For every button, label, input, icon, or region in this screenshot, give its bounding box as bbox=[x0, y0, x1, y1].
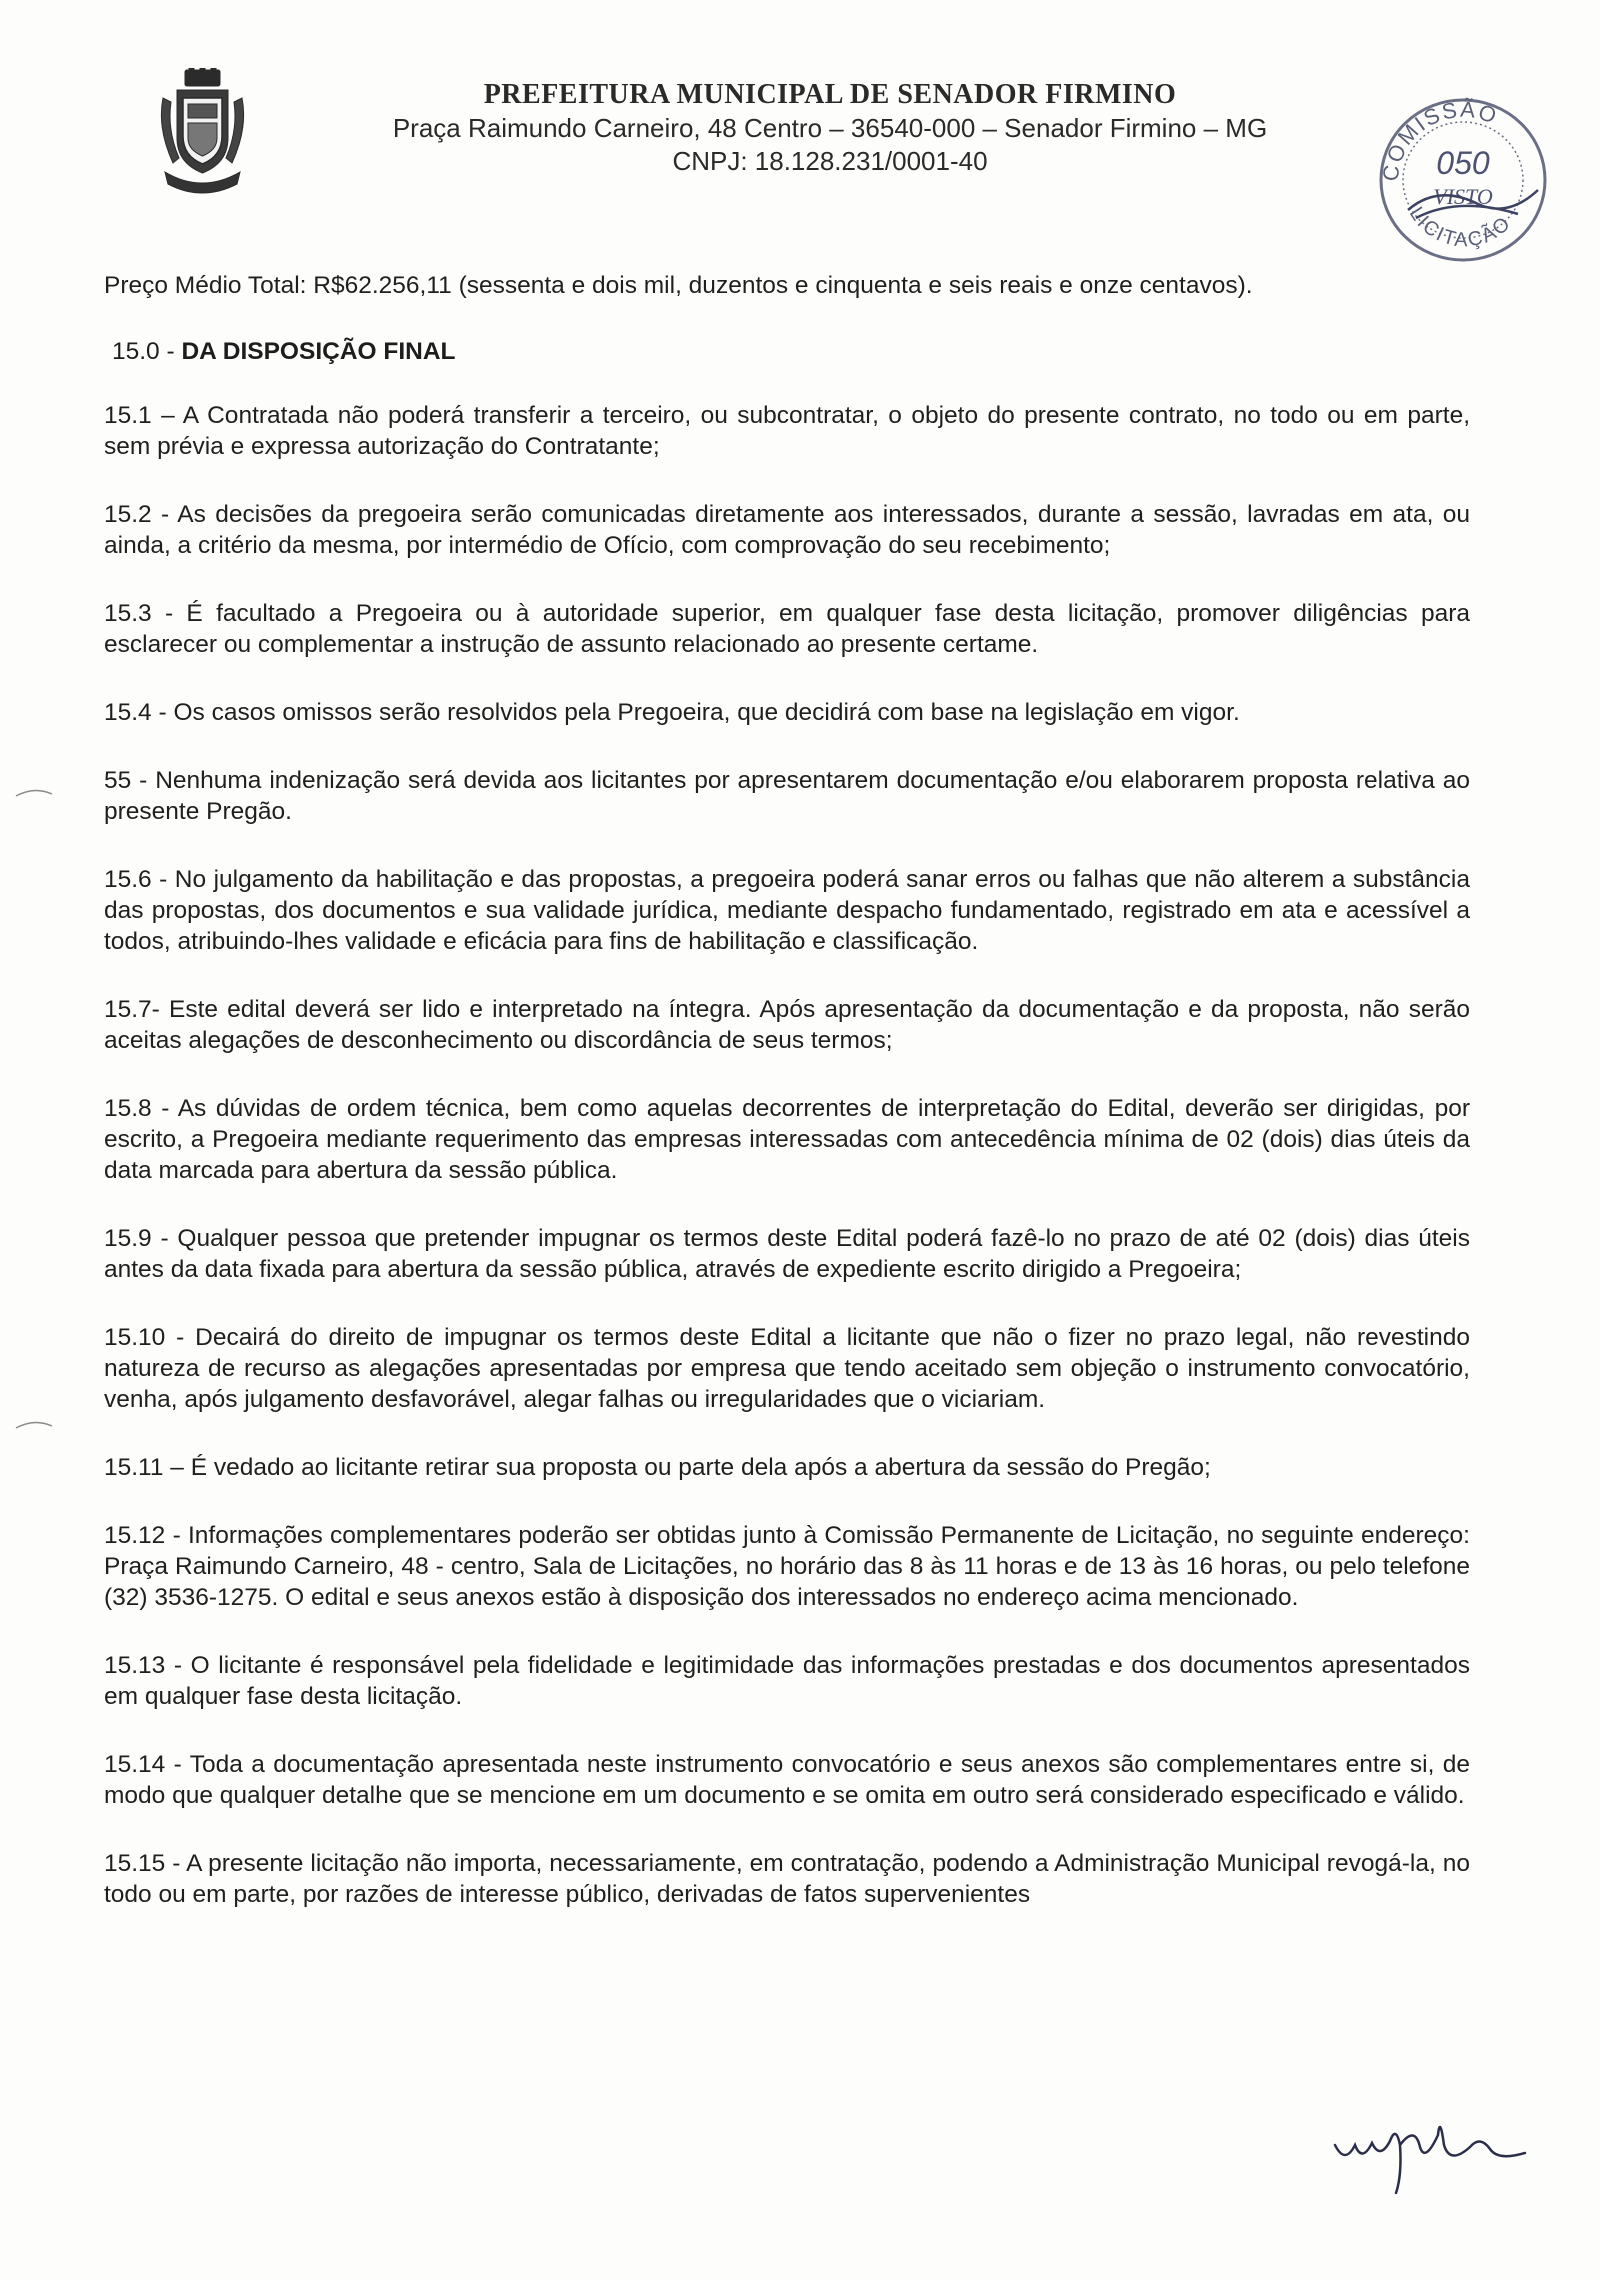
clause-15-11: 15.11 – É vedado ao licitante retirar sua proposta ou parte dela após a abertura da sessão do Pregão; bbox=[104, 1454, 1211, 1481]
institution-address: Praça Raimundo Carneiro, 48 Centro – 36540-000 – Senador Firmino – MG bbox=[392, 113, 1268, 143]
clause-15-5: 55 - Nenhuma indenização será devida aos licitantes por apresentarem documentação e/ou elaborarem proposta relativa ao presente Pregão. bbox=[104, 767, 1470, 825]
stamp-word: VISTO bbox=[1433, 184, 1493, 209]
institution-name: PREFEITURA MUNICIPAL DE SENADOR FIRMINO bbox=[483, 79, 1177, 110]
margin-mark-icon bbox=[14, 786, 54, 802]
clause-15-6: 15.6 - No julgamento da habilitação e das propostas, a pregoeira poderá sanar erros ou falhas que não alterem a substância das propostas, dos documentos e sua validade jurídica, mediante despacho fundamentado, registrado em ata e acessível a todos, atribuindo-lhes validade e eficácia para fins de habilitação e classificação. bbox=[104, 866, 1470, 955]
clause-15-3: 15.3 - É facultado a Pregoeira ou à autoridade superior, em qualquer fase desta licitação, promover diligências para esclarecer ou complementar a instrução de assunto relacionado ao presente certame. bbox=[104, 600, 1470, 658]
letterhead bbox=[300, 78, 1360, 178]
clause-15-2: 15.2 - As decisões da pregoeira serão comunicadas diretamente aos interessados, durante a sessão, lavradas em ata, ou ainda, a critério da mesma, por intermédio de Ofício, com comprovação do seu recebimento; bbox=[104, 501, 1470, 559]
handwritten-signature-icon bbox=[1330, 2105, 1530, 2195]
document-body bbox=[104, 270, 1470, 1947]
clause-15-7: 15.7- Este edital deverá ser lido e interpretado na íntegra. Após apresentação da documentação e da proposta, não serão aceitas alegações de desconhecimento ou discordância de seus termos; bbox=[104, 996, 1470, 1054]
section-number: 15.0 - bbox=[112, 338, 182, 365]
clause-15-14: 15.14 - Toda a documentação apresentada neste instrumento convocatório e seus anexos são complementares entre si, de modo que qualquer detalhe que se mencione em um documento e se omita em outro será considerado especificado e válido. bbox=[104, 1751, 1470, 1809]
stamp-bottom-text: LICITAÇÃO bbox=[1404, 203, 1516, 252]
municipal-crest-icon bbox=[155, 68, 250, 198]
margin-mark-icon bbox=[14, 1418, 54, 1434]
clause-15-15: 15.15 - A presente licitação não importa, necessariamente, em contratação, podendo a Administração Municipal revogá-la, no todo ou em parte, por razões de interesse público, derivadas de fatos supervenientes bbox=[104, 1850, 1470, 1908]
average-price-total: Preço Médio Total: R$62.256,11 (sessenta e dois mil, duzentos e cinquenta e seis reais e onze centavos). bbox=[104, 272, 1253, 299]
commission-stamp bbox=[1368, 92, 1558, 267]
clause-15-8: 15.8 - As dúvidas de ordem técnica, bem como aquelas decorrentes de interpretação do Edital, deverão ser dirigidas, por escrito, a Pregoeira mediante requerimento das empresas interessadas com antecedência mínima de 02 (dois) dias úteis da data marcada para abertura da sessão pública. bbox=[104, 1095, 1470, 1184]
stamp-number: 050 bbox=[1436, 145, 1490, 181]
institution-cnpj: CNPJ: 18.128.231/0001-40 bbox=[672, 146, 988, 176]
stamp-top-text: COMISSÃO bbox=[1377, 96, 1502, 183]
clause-15-10: 15.10 - Decairá do direito de impugnar os termos deste Edital a licitante que não o fizer no prazo legal, não revestindo natureza de recurso as alegações apresentadas por empresa que tendo aceitado sem objeção o instrumento convocatório, venha, após julgamento desfavorável, alegar falhas ou irregularidades que o viciariam. bbox=[104, 1324, 1470, 1413]
clause-15-9: 15.9 - Qualquer pessoa que pretender impugnar os termos deste Edital poderá fazê-lo no prazo de até 02 (dois) dias úteis antes da data fixada para abertura da sessão pública, através de expediente escrito dirigido a Pregoeira; bbox=[104, 1225, 1470, 1283]
clause-15-4: 15.4 - Os casos omissos serão resolvidos pela Pregoeira, que decidirá com base na legislação em vigor. bbox=[104, 699, 1240, 726]
clause-15-13: 15.13 - O licitante é responsável pela fidelidade e legitimidade das informações prestadas e dos documentos apresentados em qualquer fase desta licitação. bbox=[104, 1652, 1470, 1710]
clause-15-1: 15.1 – A Contratada não poderá transferir a terceiro, ou subcontratar, o objeto do presente contrato, no todo ou em parte, sem prévia e expressa autorização do Contratante; bbox=[104, 402, 1470, 460]
section-heading bbox=[112, 338, 1470, 366]
section-title: DA DISPOSIÇÃO FINAL bbox=[181, 338, 456, 365]
clause-15-12: 15.12 - Informações complementares poderão ser obtidas junto à Comissão Permanente de Licitação, no seguinte endereço: Praça Raimundo Carneiro, 48 - centro, Sala de Licitações, no horário das 8 às 11 horas e de 13 às 16 horas, ou pelo telefone (32) 3536-1275. O edital e seus anexos estão à disposição dos interessados no endereço acima mencionado. bbox=[104, 1522, 1470, 1611]
